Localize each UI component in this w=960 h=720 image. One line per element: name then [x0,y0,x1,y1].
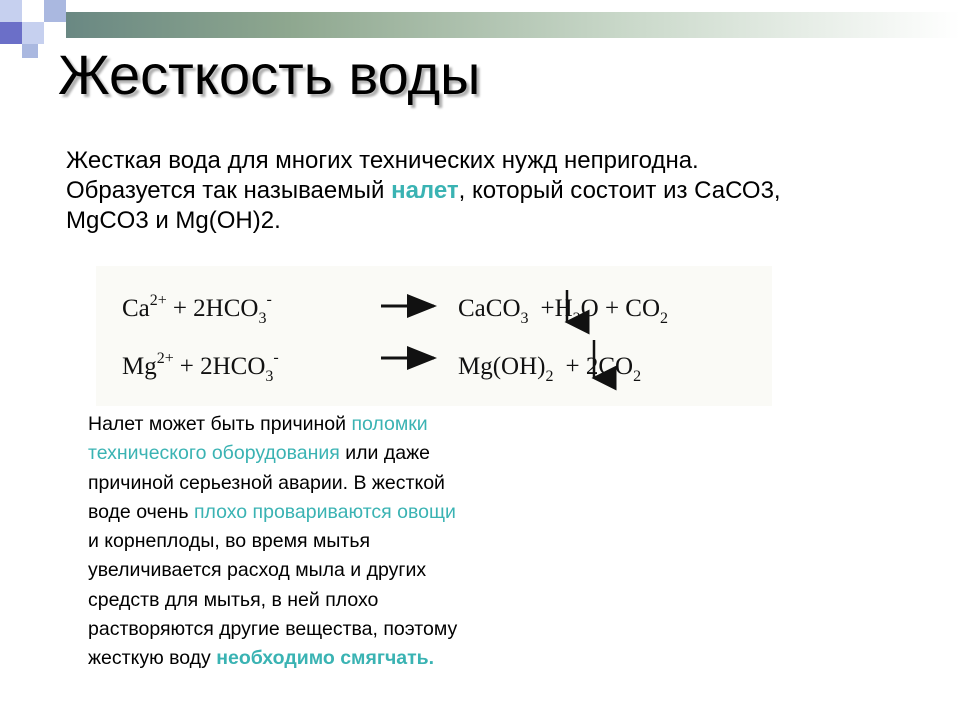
body-text: или даже [339,442,430,465]
reaction2-reactant: $Mg^{2+} + 2HCO_3^-$ [122,349,279,385]
intro-line: MgCO3 и Mg(OH)2. [66,207,281,234]
body-text: воде очень [88,500,194,523]
intro-text: , который состоит из СаСО3, [458,177,781,204]
decor-square [22,44,38,58]
body-paragraph [88,410,558,674]
decor-square [44,0,66,22]
intro-paragraph [66,146,906,236]
highlight-term: плохо провариваются овощи [193,500,456,523]
highlight-term: налет [391,177,459,204]
slide-title: Жесткость воды [58,43,481,106]
body-text: жесткую воду [88,647,217,670]
body-line [88,410,558,439]
highlight-term: поломки [351,413,428,435]
intro-line: Жесткая вода для многих технических нужд непригодна. [66,147,699,174]
body-line [88,498,558,527]
intro-text: Образуется так называемый [66,177,392,204]
decor-square [22,22,44,44]
reaction1-products: CaCO$_3$ $+H_2O + CO_2$ [458,295,669,327]
header-gradient-band [0,12,960,38]
reaction-equations [96,266,772,406]
body-line [88,439,558,468]
body-line [88,644,558,673]
body-line: увеличивается расход мыла и других [88,559,427,582]
body-text: Налет может быть причиной [88,413,352,435]
highlight-term: технического оборудования [88,442,340,465]
body-line: растворяются другие вещества, поэтому [88,618,458,641]
body-line: и корнеплоды, во время мытья [88,530,371,553]
decor-square [0,22,22,44]
equations-svg [96,266,772,406]
highlight-term: необходимо смягчать. [216,647,435,670]
reaction2-products: $Mg(OH)_2 + 2CO_2$ [458,353,642,385]
decor-square [44,22,66,44]
body-line: причиной серьезной аварии. В жесткой [88,471,445,494]
body-line: средств для мытья, в ней плохо [88,588,379,611]
intro-line [66,176,906,206]
reaction1-reactant: $Ca^{2+} + 2HCO_3^-$ [122,291,272,327]
decor-square [0,0,22,22]
decor-square [22,0,44,22]
